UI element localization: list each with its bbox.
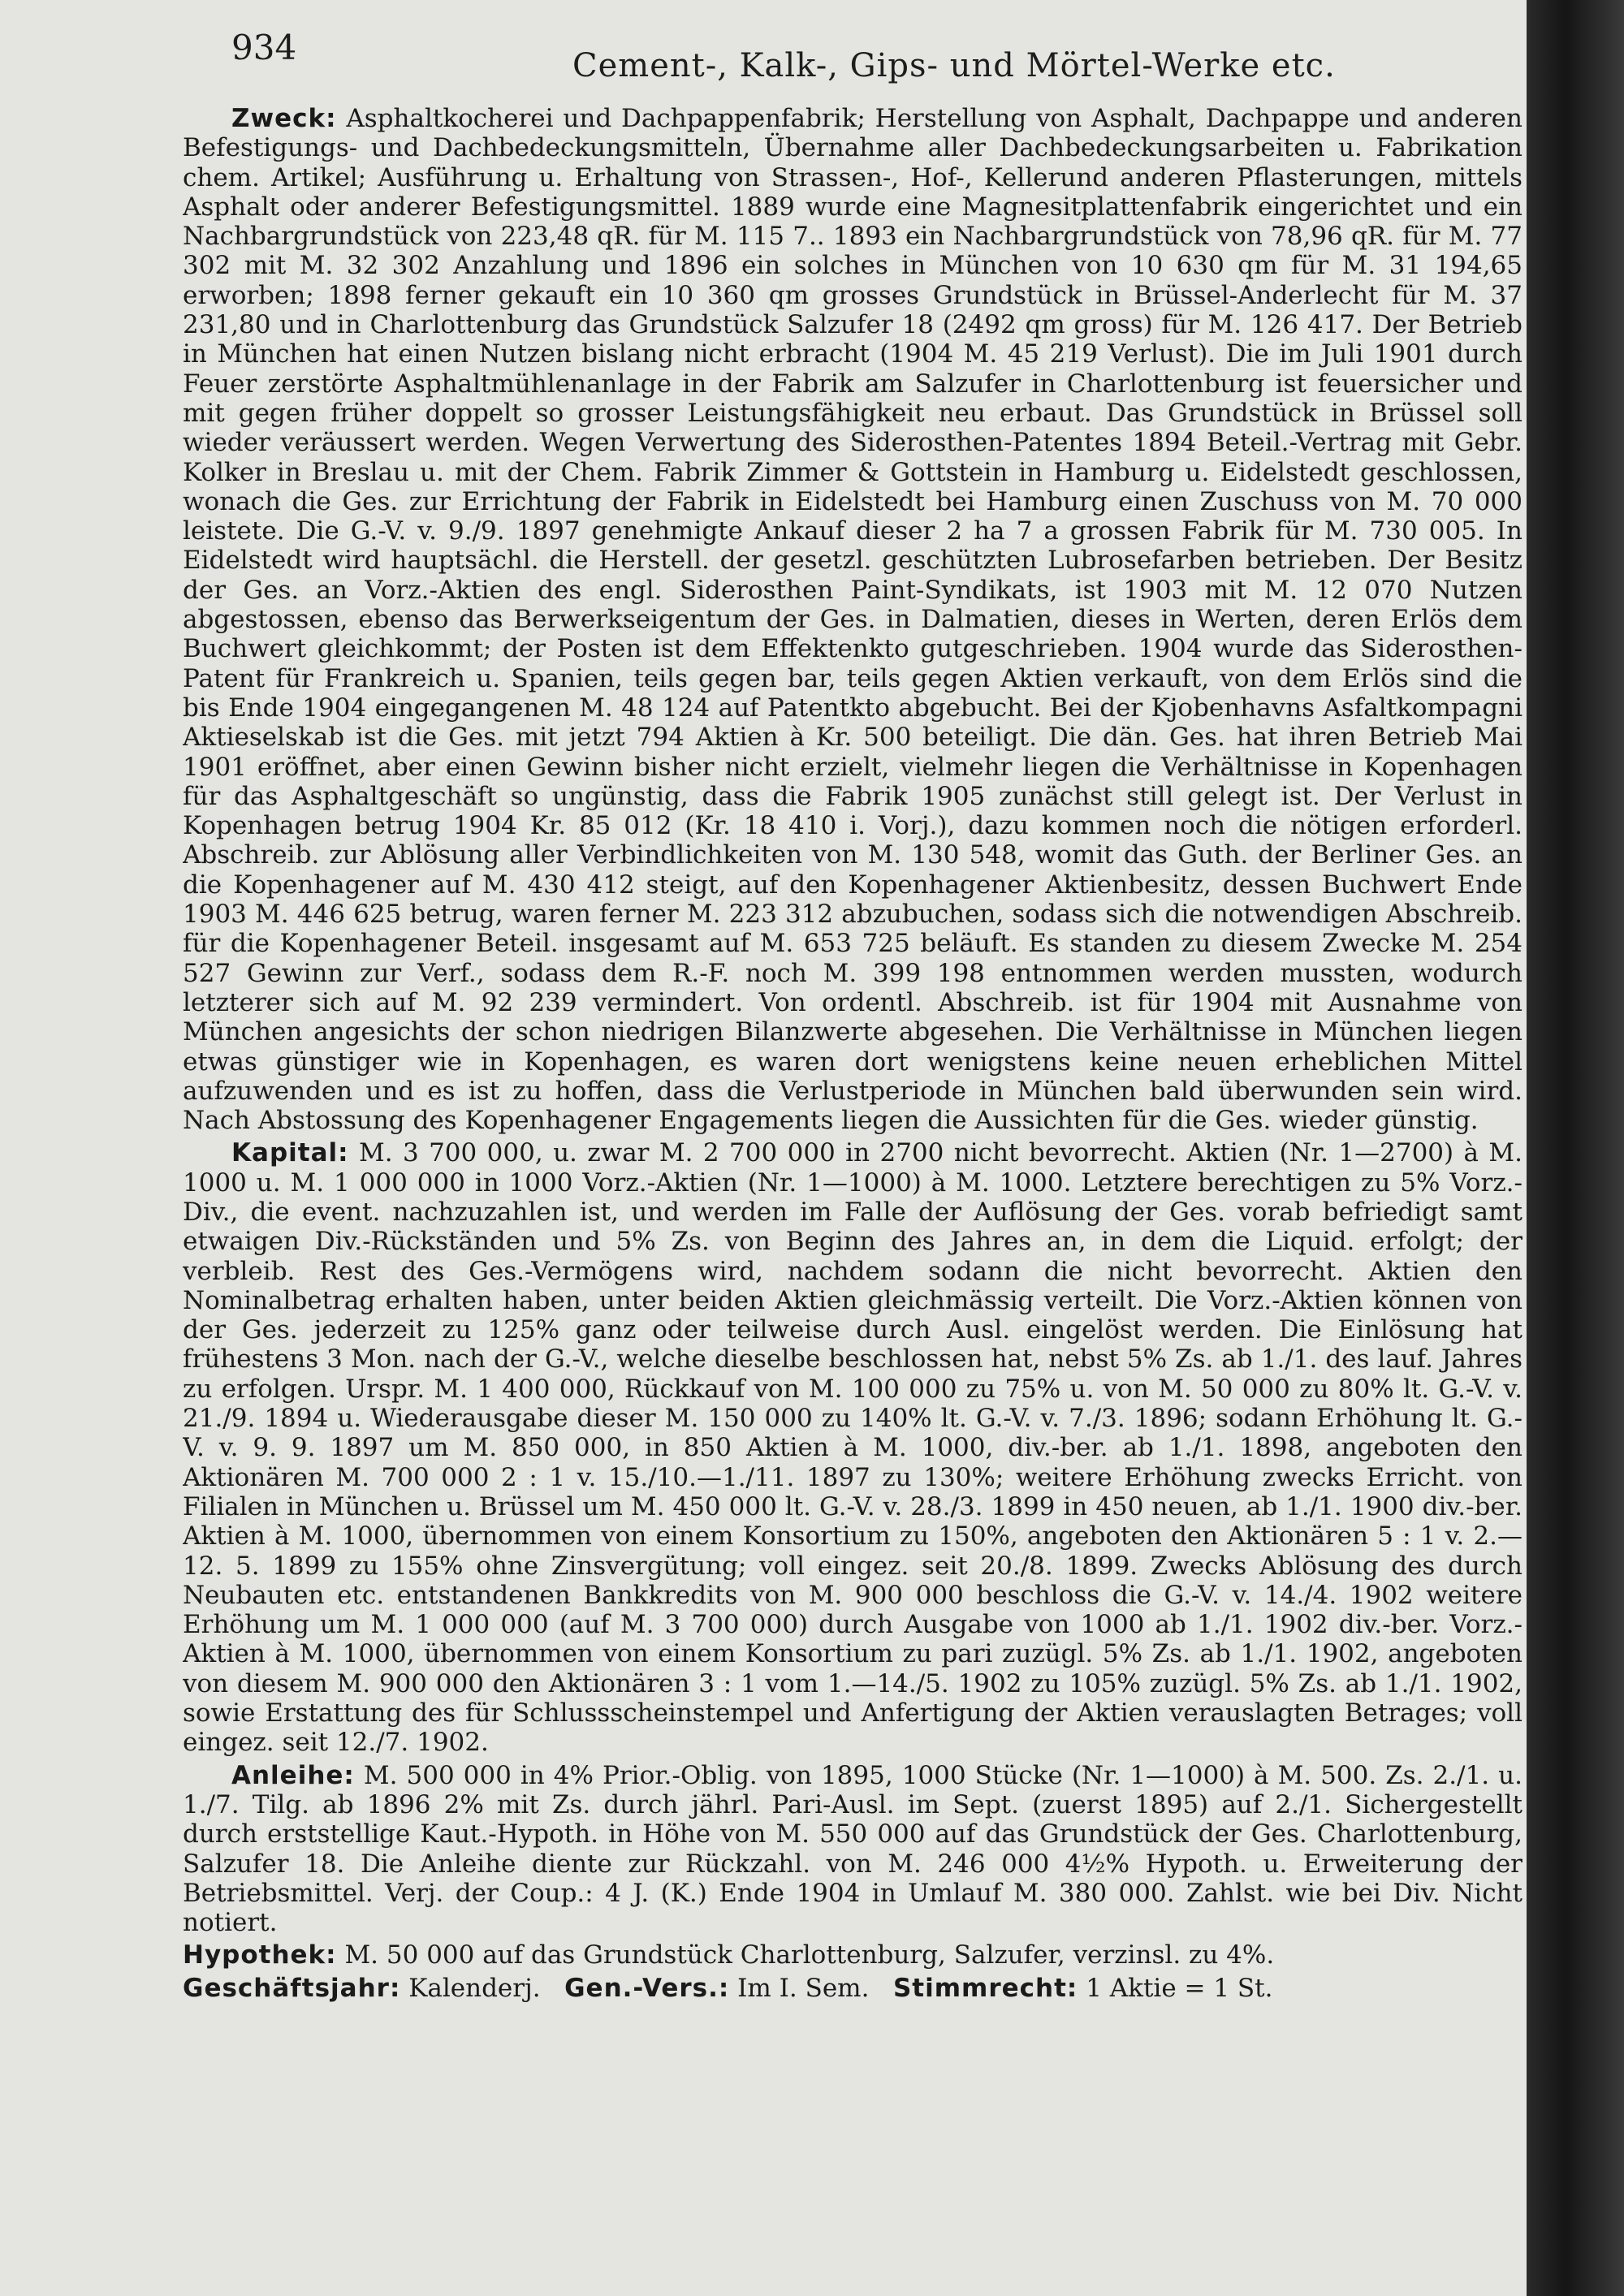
- page-number: 934: [231, 28, 297, 67]
- running-head: Cement-, Kalk-, Gips- und Mörtel-Werke etc.: [572, 47, 1336, 84]
- page-body: [183, 104, 1522, 2272]
- scan-edge-shadow: [1527, 0, 1624, 2296]
- genvers-label: Gen.-Vers.:: [564, 1973, 730, 2003]
- kapital-label: Kapital:: [231, 1138, 349, 1168]
- anleihe-text: M. 500 000 in 4% Prior.-Oblig. von 1895, 1000 Stücke (Nr. 1—1000) à M. 500. Zs. 2./1. u. 1./7. Tilg. ab 1896 2% mit Zs. durch jährl. Pari-Ausl. im Sept. (zuerst 1895) auf 2./1. Sichergestellt durch erststellige Kaut.-Hypoth. in Höhe von M. 550 000 auf das Grundstück der Ges. Charlottenburg, Salzufer 18. Die Anleihe diente zur Rückzahl. von M. 246 000 4½% Hypoth. u. Erweiterung der Betriebsmittel. Verj. der Coup.: 4 J. (K.) Ende 1904 in Umlauf M. 380 000. Zahlst. wie bei Div. Nicht notiert.: [183, 1760, 1522, 1938]
- page-header: [231, 24, 1522, 89]
- zweck-text: Asphaltkocherei und Dachpappenfabrik; Herstellung von Asphalt, Dachpappe und anderen Befestigungs- und Dachbedeckungsmitteln, Übernahme aller Dachbedeckungsarbeiten u. Fabrikation chem. Artikel; Ausführung u. Erhaltung von Strassen-, Hof-, Kellerund anderen Pflasterungen, mittels Asphalt oder anderer Befestigungsmittel. 1889 wurde eine Magnesitplattenfabrik eingerichtet und ein Nachbargrundstück von 223,48 qR. für M. 115 7.. 1893 ein Nachbargrundstück von 78,96 qR. für M. 77 302 mit M. 32 302 Anzahlung und 1896 ein solches in München von 10 630 qm für M. 31 194,65 erworben; 1898 ferner gekauft ein 10 360 qm grosses Grundstück in Brüssel-Anderlecht für M. 37 231,80 und in Charlottenburg das Grundstück Salzufer 18 (2492 qm gross) für M. 126 417. Der Betrieb in München hat einen Nutzen bislang nicht erbracht (1904 M. 45 219 Verlust). Die im Juli 1901 durch Feuer zerstörte Asphaltmühlenanlage in der Fabrik am Salzufer in Charlottenburg ist feuersicher und mit gegen früher doppelt so grosser Leistungsfähigkeit neu erbaut. Das Grundstück in Brüssel soll wieder veräussert werden. Wegen Verwertung des Siderosthen-Patentes 1894 Beteil.-Vertrag mit Gebr. Kolker in Breslau u. mit der Chem. Fabrik Zimmer & Gottstein in Hamburg u. Eidelstedt geschlossen, wonach die Ges. zur Errichtung der Fabrik in Eidelstedt bei Hamburg einen Zuschuss von M. 70 000 leistete. Die G.-V. v. 9./9. 1897 genehmigte Ankauf dieser 2 ha 7 a grossen Fabrik für M. 730 005. In Eidelstedt wird hauptsächl. die Herstell. der gesetzl. geschützten Lubrosefarben betrieben. Der Besitz der Ges. an Vorz.-Aktien des engl. Siderosthen Paint-Syndikats, ist 1903 mit M. 12 070 Nutzen abgestossen, ebenso das Berwerkseigentum der Ges. in Dalmatien, dieses in Werten, deren Erlös dem Buchwert gleichkommt; der Posten ist dem Effektenkto gutgeschrieben. 1904 wurde das Siderosthen-Patent für Frankreich u. Spanien, teils gegen bar, teils gegen Aktien verkauft, von dem Erlös sind die bis Ende 1904 eingegangenen M. 48 124 auf Patentkto abgebucht. Bei der Kjobenhavns Asfaltkompagni Aktieselskab ist die Ges. mit jetzt 794 Aktien à Kr. 500 beteiligt. Die dän. Ges. hat ihren Betrieb Mai 1901 eröffnet, aber einen Gewinn bisher nicht erzielt, vielmehr liegen die Verhältnisse in Kopenhagen für das Asphaltgeschäft so ungünstig, dass die Fabrik 1905 zunächst still gelegt ist. Der Verlust in Kopenhagen betrug 1904 Kr. 85 012 (Kr. 18 410 i. Vorj.), dazu kommen noch die nötigen erforderl. Abschreib. zur Ablösung aller Verbindlichkeiten von M. 130 548, womit das Guth. der Berliner Ges. an die Kopenhagener auf M. 430 412 steigt, auf den Kopenhagener Aktienbesitz, dessen Buchwert Ende 1903 M. 446 625 betrug, waren ferner M. 223 312 abzubuchen, sodass sich die notwendigen Abschreib. für die Kopenhagener Beteil. insgesamt auf M. 653 725 beläuft. Es standen zu diesem Zwecke M. 254 527 Gewinn zur Verf., sodass dem R.-F. noch M. 399 198 entnommen werden mussten, wodurch letzterer sich auf M. 92 239 vermindert. Von ordentl. Abschreib. ist für 1904 mit Ausnahme von München angesichts der schon niedrigen Bilanzwerte abgesehen. Die Verhältnisse in München liegen etwas günstiger wie in Kopenhagen, es waren dort wenigstens keine neuen erheblichen Mittel aufzuwenden und es ist zu hoffen, dass die Verlustperiode in München bald überwunden sein wird. Nach Abstossung des Kopenhagener Engagements liegen die Aussichten für die Ges. wieder günstig.: [183, 104, 1522, 1136]
- stimmrecht-label: Stimmrecht:: [892, 1973, 1078, 2003]
- genvers-text: Im I. Sem.: [737, 1973, 870, 2003]
- kapital-text: M. 3 700 000, u. zwar M. 2 700 000 in 2700 nicht bevorrecht. Aktien (Nr. 1—2700) à M. 1000 u. M. 1 000 000 in 1000 Vorz.-Aktien (Nr. 1—1000) à M. 1000. Letztere berechtigen zu 5% Vorz.-Div., die event. nachzuzahlen ist, und werden im Falle der Auflösung der Ges. vorab befriedigt samt etwaigen Div.-Rückständen und 5% Zs. von Beginn des Jahres an, in dem die Liquid. erfolgt; der verbleib. Rest des Ges.-Vermögens wird, nachdem sodann die nicht bevorrecht. Aktien den Nominalbetrag erhalten haben, unter beiden Aktien gleichmässig verteilt. Die Vorz.-Aktien können von der Ges. jederzeit zu 125% ganz oder teilweise durch Ausl. eingelöst werden. Die Einlösung hat frühestens 3 Mon. nach der G.-V., welche dieselbe beschlossen hat, nebst 5% Zs. ab 1./1. des lauf. Jahres zu erfolgen. Urspr. M. 1 400 000, Rückkauf von M. 100 000 zu 75% u. von M. 50 000 zu 80% lt. G.-V. v. 21./9. 1894 u. Wiederausgabe dieser M. 150 000 zu 140% lt. G.-V. v. 7./3. 1896; sodann Erhöhung lt. G.-V. v. 9. 9. 1897 um M. 850 000, in 850 Aktien à M. 1000, div.-ber. ab 1./1. 1898, angeboten den Aktionären M. 700 000 2 : 1 v. 15./10.—1./11. 1897 zu 130%; weitere Erhöhung zwecks Erricht. von Filialen in München u. Brüssel um M. 450 000 lt. G.-V. v. 28./3. 1899 in 450 neuen, ab 1./1. 1900 div.-ber. Aktien à M. 1000, übernommen von einem Konsortium zu 150%, angeboten den Aktionären 5 : 1 v. 2.—12. 5. 1899 zu 155% ohne Zinsvergütung; voll eingez. seit 20./8. 1899. Zwecks Ablösung des durch Neubauten etc. entstandenen Bankkredits von M. 900 000 beschloss die G.-V. v. 14./4. 1902 weitere Erhöhung um M. 1 000 000 (auf M. 3 700 000) durch Ausgabe von 1000 ab 1./1. 1902 div.-ber. Vorz.-Aktien à M. 1000, übernommen von einem Konsortium zu pari zuzügl. 5% Zs. ab 1./1. 1902, angeboten von diesem M. 900 000 den Aktionären 3 : 1 vom 1.—14./5. 1902 zu 105% zuzügl. 5% Zs. ab 1./1. 1902, sowie Erstattung des für Schlussscheinstempel und Anfertigung der Aktien verauslagten Betrages; voll eingez. seit 12./7. 1902.: [183, 1138, 1522, 1758]
- hypothek-label: Hypothek:: [183, 1940, 337, 1970]
- stimmrecht-text: 1 Aktie = 1 St.: [1086, 1973, 1273, 2003]
- zweck-paragraph: [183, 104, 1522, 1135]
- final-line: [183, 1974, 1522, 2003]
- zweck-label: Zweck:: [231, 104, 337, 133]
- geschaeftsjahr-text: Kalenderj.: [408, 1973, 541, 2003]
- hypothek-paragraph: [183, 1940, 1522, 1970]
- kapital-paragraph: [183, 1138, 1522, 1757]
- hypothek-text: M. 50 000 auf das Grundstück Charlottenburg, Salzufer, verzinsl. zu 4%.: [344, 1940, 1275, 1970]
- anleihe-label: Anleihe:: [231, 1760, 355, 1790]
- geschaeftsjahr-label: Geschäftsjahr:: [183, 1973, 401, 2003]
- anleihe-paragraph: [183, 1761, 1522, 1938]
